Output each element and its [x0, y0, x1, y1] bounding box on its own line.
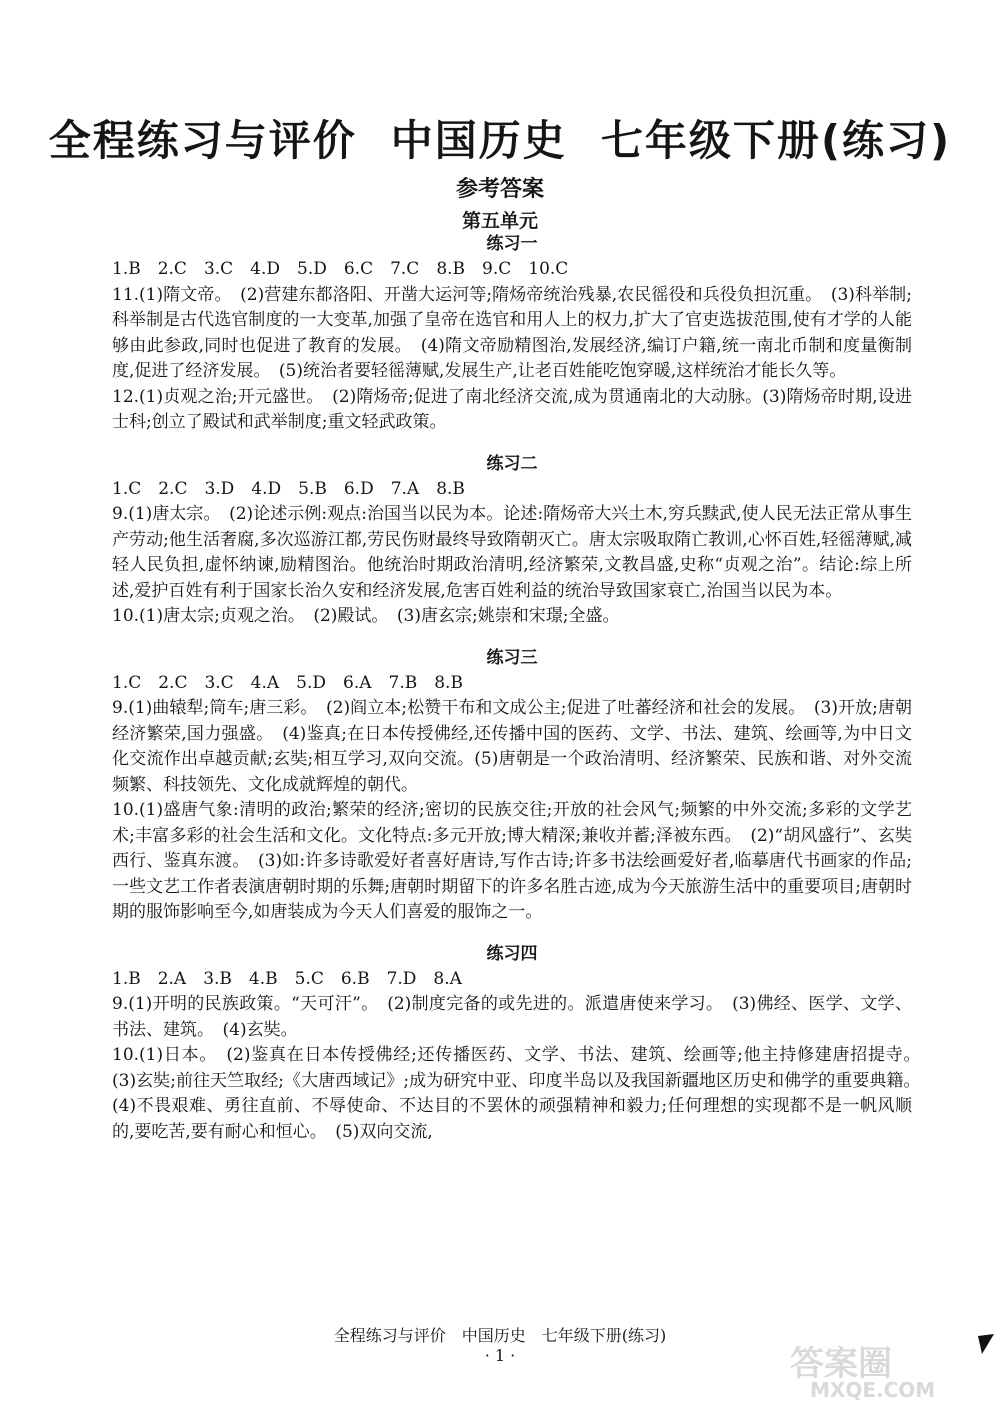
exercise-section [112, 646, 912, 926]
exercise-section [112, 942, 929, 1146]
title-subject: 中国历史 [390, 116, 567, 165]
exercise-title: 练习四 [486, 943, 538, 964]
answer-paragraph: 11.(1)隋文帝。 (2)营建东都洛阳、开凿大运河等;隋炀帝统治残暴,农民徭役和兵役负担沉重。 (3)科举制;科举制是古代选官制度的一大变革,加强了皇帝在选官和用人上的权力,扩大了官吏选拔范围,使有才学的人能够由此参政,同时也促进了教育的发展。 (4)隋文帝励精图治,发展经济,编订户籍,统一南北币制和度量衡制度,促进了经济发展。 (5)统治者要轻徭薄赋,发展生产,让老百姓能吃饱穿暖,这样统治才能长久等。 [112, 284, 912, 381]
multiple-choice-answers: 1.B 2.C 3.C 4.D 5.D 6.C 7.C 8.B 9.C 10.C [112, 259, 569, 279]
multiple-choice-answers: 1.C 2.C 3.C 4.A 5.D 6.A 7.B 8.B [112, 672, 463, 693]
answer-paragraph: 10.(1)唐太宗;贞观之治。 (2)殿试。 (3)唐玄宗;姚崇和宋璟;全盛。 [112, 606, 620, 626]
answers-heading: 参考答案 [455, 177, 544, 202]
page-title [0, 108, 1000, 168]
page-footer: 全程练习与评价 中国历史 七年级下册(练习) [333, 1326, 667, 1345]
answer-paragraph: 9.(1)曲辕犁;筒车;唐三彩。 (2)阎立本;松赞干布和文成公主;促进了吐蕃经济和社会的发展。 (3)开放;唐朝经济繁荣,国力强盛。 (4)鉴真;在日本传授佛经,还传播中国的医药、文学、书法、建筑、绘画等,为中日文化交流作出卓越贡献;玄奘;相互学习,双向交流。(5)唐朝是一个政治清明、经济繁荣、民族和谐、对外交流频繁、科技领先、文化成就辉煌的朝代。 [112, 698, 912, 795]
answer-paragraph: 9.(1)开明的民族政策。“天可汗”。 (2)制度完备的或先进的。派遣唐使来学习。 (3)佛经、医学、文学、书法、建筑。 (4)玄奘。 [112, 994, 912, 1040]
exercise-title: 练习二 [486, 453, 538, 474]
answer-paragraph: 9.(1)唐太宗。 (2)论述示例:观点:治国当以民为本。论述:隋炀帝大兴土木,穷兵黩武,使人民无法正常从事生产劳动;他生活奢腐,多次巡游江都,劳民伤财最终导致隋朝灭亡。唐太宗吸取隋亡教训,心怀百姓,轻徭薄赋,减轻人民负担,虚怀纳谏,励精图治。他统治时期政治清明,经济繁荣,文教昌盛,史称“贞观之治”。结论:综上所述,爱护百姓有利于国家长治久安和经济发展,危害百姓利益的统治导致国家衰亡,治国当以民为本。 [112, 504, 912, 601]
exercise-section [112, 232, 912, 436]
exercise-title: 练习三 [486, 647, 538, 668]
answer-content [112, 232, 929, 1161]
multiple-choice-answers: 1.C 2.C 3.D 4.D 5.B 6.D 7.A 8.B [112, 478, 465, 499]
watermark-url: MXQE.COM [810, 1378, 936, 1402]
answer-paragraph: 12.(1)贞观之治;开元盛世。 (2)隋炀帝;促进了南北经济交流,成为贯通南北的大动脉。(3)隋炀帝时期,设进士科;创立了殿试和武举制度;重文轻武政策。 [112, 386, 912, 432]
watermark-text: 答案圈 [790, 1344, 892, 1384]
watermark-logo [790, 1336, 980, 1406]
multiple-choice-answers: 1.B 2.A 3.B 4.B 5.C 6.B 7.D 8.A [112, 968, 462, 989]
page-corner-arrow-icon [978, 1334, 994, 1354]
unit-heading: 第五单元 [461, 210, 538, 232]
title-series: 全程练习与评价 [48, 116, 357, 165]
answer-paragraph: 10.(1)日本。 (2)鉴真在日本传授佛经;还传播医药、文学、书法、建筑、绘画等;他主持修建唐招提寺。 (3)玄奘;前往天竺取经;《大唐西域记》;成为研究中亚、印度半岛以及我国新疆地区历史和佛学的重要典籍。 (4)不畏艰难、勇往直前、不辱使命、不达目的不罢休的顽强精神和毅力;任何理想的实现都不是一帆风顺的,要吃苦,要有耐心和恒心。 (5)双向交流, [112, 1045, 929, 1142]
title-grade: 七年级下册(练习) [600, 116, 952, 165]
page-number: · 1 · [484, 1346, 516, 1365]
exercise-section [112, 452, 912, 630]
answer-paragraph: 10.(1)盛唐气象:清明的政治;繁荣的经济;密切的民族交往;开放的社会风气;频繁的中外交流;多彩的文学艺术;丰富多彩的社会生活和文化。文化特点:多元开放;博大精深;兼收并蓄;泽被东西。 (2)“胡风盛行”、玄奘西行、鉴真东渡。 (3)如:许多诗歌爱好者喜好唐诗,写作古诗;许多书法绘画爱好者,临摹唐代书画家的作品;一些文艺工作者表演唐朝时期的乐舞;唐朝时期留下的许多名胜古迹,成为今天旅游生活中的重要项目;唐朝时期的服饰影响至今,如唐装成为今天人们喜爱的服饰之一。 [112, 800, 912, 922]
exercise-title: 练习一 [486, 234, 538, 254]
